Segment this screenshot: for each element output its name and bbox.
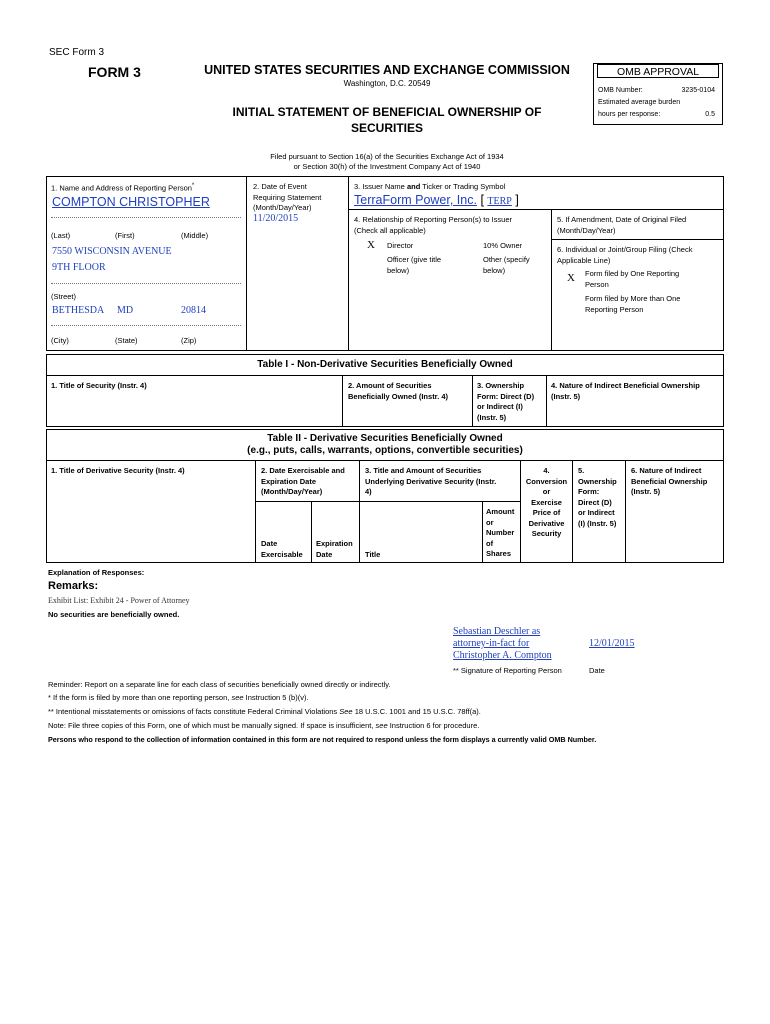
state-value: MD	[117, 305, 134, 316]
explanation-heading: Explanation of Responses:	[48, 568, 145, 577]
box3-label: 3. Issuer Name and Ticker or Trading Symbol	[354, 182, 506, 191]
sec-form-label: SEC Form 3	[49, 47, 105, 58]
table2-sub-amount: Amount or Number of Shares	[486, 507, 515, 558]
zip-value: 20814	[181, 305, 206, 316]
box1-label: 1. Name and Address of Reporting Person*	[51, 183, 195, 193]
footnote-three-copies: Note: File three copies of this Form, one of which must be manually signed. If space is insufficient, see Instruction 6 for procedure.	[48, 721, 480, 730]
no-securities-remark: No securities are beneficially owned.	[48, 610, 180, 619]
box2-label: 2. Date of Event Requiring Statement (Month/Day/Year)	[253, 182, 322, 212]
signature-label: ** Signature of Reporting Person	[453, 666, 562, 675]
table2-sub-expiration: Expiration Date	[316, 539, 353, 559]
last-label: (Last)	[51, 231, 71, 240]
omb-title: OMB APPROVAL	[616, 66, 700, 78]
city-value: BETHESDA	[52, 305, 105, 316]
address-line2: 9TH FLOOR	[52, 262, 106, 273]
table2-title-line1: Table II - Derivative Securities Beneficially Owned	[267, 433, 503, 444]
street-label: (Street)	[51, 292, 77, 301]
director-label: Director	[387, 241, 414, 250]
one-person-check-mark: X	[567, 272, 575, 284]
issuer-name: TerraForm Power, Inc.	[354, 193, 477, 207]
agency-location: Washington, D.C. 20549	[343, 79, 431, 88]
reminder-text: Reminder: Report on a separate line for each class of securities beneficially owned directly or indirectly.	[48, 680, 391, 689]
first-label: (First)	[115, 231, 135, 240]
issuer-line: TerraForm Power, Inc. [ TERP ]	[354, 193, 519, 207]
multi-person-label: Form filed by More than One Reporting Person	[585, 294, 681, 314]
one-person-label: Form filed by One Reporting Person	[585, 269, 680, 289]
filed-pursuant-line2: or Section 30(h) of the Investment Company Act of 1940	[293, 162, 481, 171]
box6-label: 6. Individual or Joint/Group Filing (Check Applicable Line)	[557, 245, 693, 265]
table1-title: Table I - Non-Derivative Securities Beneficially Owned	[257, 359, 513, 370]
zip-label: (Zip)	[181, 336, 197, 345]
middle-label: (Middle)	[181, 231, 209, 240]
exhibit-list: Exhibit List: Exhibit 24 - Power of Attorney	[48, 596, 190, 605]
box4-label: 4. Relationship of Reporting Person(s) to Issuer (Check all applicable)	[354, 215, 512, 235]
date-label: Date	[589, 666, 605, 675]
footnote-misstatements: ** Intentional misstatements or omissions of facts constitute Federal Criminal Violations See 18 U.S.C. 1001 and 15 U.S.C. 78ff(a).	[48, 707, 481, 716]
agency-title: UNITED STATES SECURITIES AND EXCHANGE COMMISSION	[204, 63, 570, 77]
table2-col1-header: 1. Title of Derivative Security (Instr. 4)	[51, 466, 185, 475]
footnote-multiple-persons: * If the form is filed by more than one reporting person, see Instruction 5 (b)(v).	[48, 693, 309, 702]
table1-col1-header: 1. Title of Security (Instr. 4)	[51, 381, 147, 390]
remarks-heading: Remarks:	[48, 580, 99, 592]
table1-col2-header: 2. Amount of Securities Beneficially Owned (Instr. 4)	[348, 381, 449, 401]
other-label: Other (specify below)	[483, 255, 530, 275]
state-label: (State)	[115, 336, 138, 345]
table2-col3-header: 3. Title and Amount of Securities Underlying Derivative Security (Instr. 4)	[365, 466, 497, 496]
table2-sub-title: Title	[365, 550, 381, 559]
ten-percent-owner-label: 10% Owner	[483, 241, 523, 250]
omb-hours-value: 0.5	[705, 111, 715, 118]
omb-burden-label: Estimated average burden	[598, 99, 681, 106]
omb-number-label: OMB Number:	[598, 87, 643, 94]
ticker-symbol: TERP	[487, 196, 512, 207]
table1-col3-header: 3. Ownership Form: Direct (D) or Indirect (I) (Instr. 5)	[477, 381, 535, 422]
table2-col2-header: 2. Date Exercisable and Expiration Date (Month/Day/Year)	[261, 466, 345, 496]
reporting-person-name: COMPTON CHRISTOPHER	[52, 195, 210, 209]
officer-label: Officer (give title below)	[387, 255, 442, 275]
city-label: (City)	[51, 336, 69, 345]
signature: Sebastian Deschler as attorney-in-fact for Christopher A. Compton	[453, 626, 552, 661]
table2-col4-header: 4. Conversion or Exercise Price of Derivative Security	[525, 466, 568, 538]
table1-col4-header: 4. Nature of Indirect Beneficial Ownership (Instr. 5)	[551, 381, 700, 401]
director-check-mark: X	[367, 239, 375, 251]
form-number: FORM 3	[88, 64, 141, 80]
form-title-line2: SECURITIES	[350, 121, 423, 135]
form-title-line1: INITIAL STATEMENT OF BENEFICIAL OWNERSHIP OF	[232, 105, 542, 119]
omb-number-value: 3235-0104	[681, 87, 715, 94]
event-date: 11/20/2015	[253, 213, 299, 224]
table2-col5-header: 5. Ownership Form: Direct (D) or Indirect (I) (Instr. 5)	[578, 466, 617, 528]
filed-pursuant-line1: Filed pursuant to Section 16(a) of the Securities Exchange Act of 1934	[270, 152, 504, 161]
table2-col6-header: 6. Nature of Indirect Beneficial Ownership (Instr. 5)	[631, 466, 708, 496]
signature-date: 12/01/2015	[589, 638, 635, 649]
table2-sub-date-exercisable: Date Exercisable	[261, 539, 303, 559]
omb-hours-label: hours per response:	[598, 111, 661, 118]
omb-disclaimer: Persons who respond to the collection of information contained in this form are not required to respond unless the form displays a currently valid OMB Number.	[48, 735, 597, 744]
table2-title-line2: (e.g., puts, calls, warrants, options, convertible securities)	[247, 445, 523, 456]
box5-label: 5. If Amendment, Date of Original Filed (Month/Day/Year)	[557, 215, 687, 235]
address-line1: 7550 WISCONSIN AVENUE	[52, 246, 172, 257]
